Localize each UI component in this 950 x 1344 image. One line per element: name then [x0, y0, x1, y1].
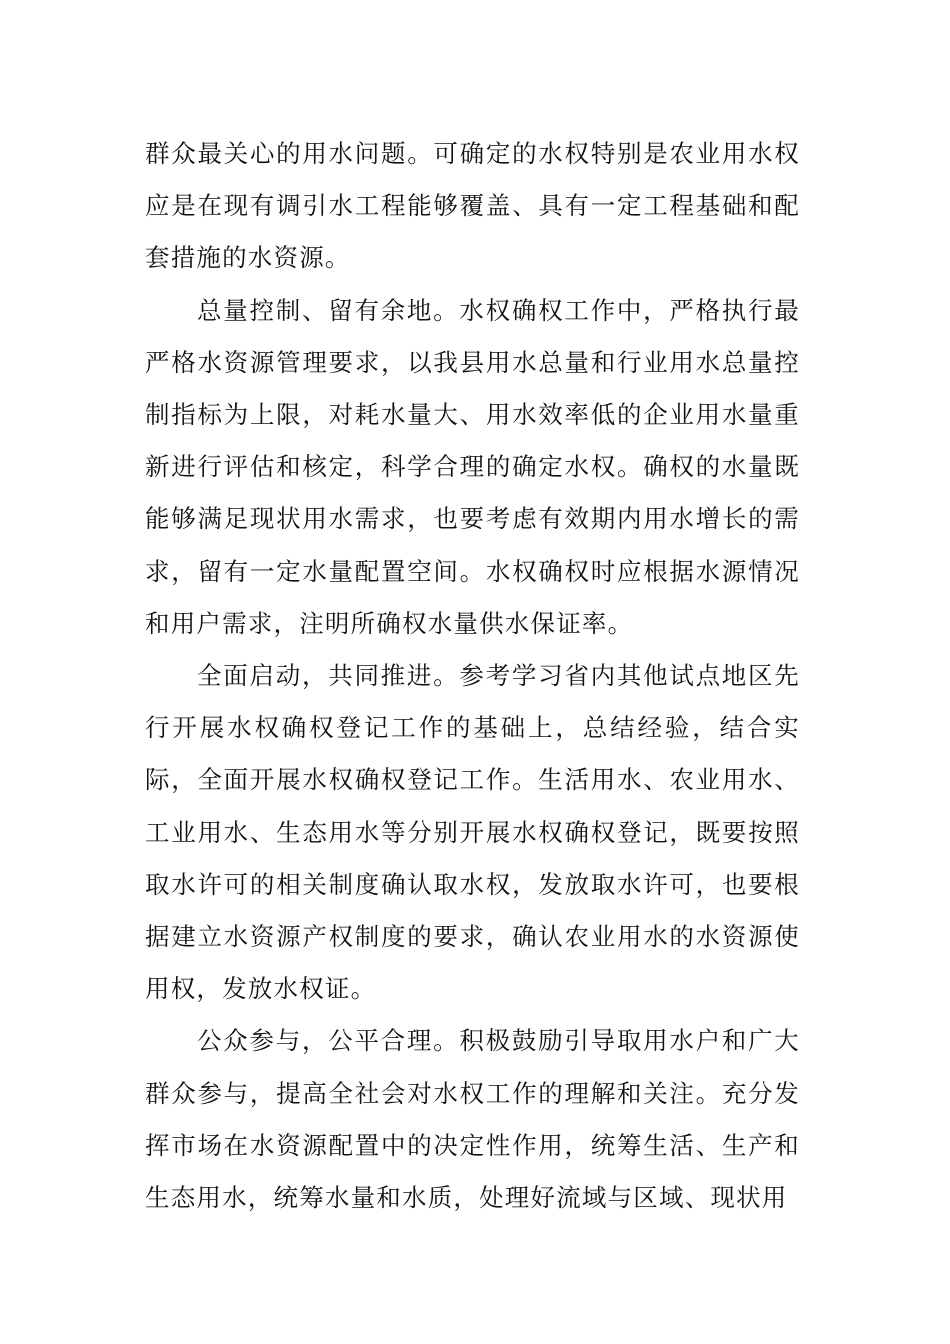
body-text [145, 128, 800, 1224]
paragraph-public-participation: 公众参与，公平合理。积极鼓励引导取用水户和广大群众参与，提高全社会对水权工作的理解和关注。充分发挥市场在水资源配置中的决定性作用，统筹生活、生产和生态用水，统筹水量和水质，处理好流域与区域、现状用 [145, 1026, 800, 1213]
paragraph-full-launch: 全面启动，共同推进。参考学习省内其他试点地区先行开展水权确权登记工作的基础上，总结经验，结合实际，全面开展水权确权登记工作。生活用水、农业用水、工业用水、生态用水等分别开展水权确权登记，既要按照取水许可的相关制度确认取水权，发放取水许可，也要根据建立水资源产权制度的要求，确认农业用水的水资源使用权，发放水权证。 [145, 661, 800, 1004]
paragraph-total-control: 总量控制、留有余地。水权确权工作中，严格执行最严格水资源管理要求，以我县用水总量和行业用水总量控制指标为上限，对耗水量大、用水效率低的企业用水量重新进行评估和核定，科学合理的确定水权。确权的水量既能够满足现状用水需求，也要考虑有效期内用水增长的需求，留有一定水量配置空间。水权确权时应根据水源情况和用户需求，注明所确权水量供水保证率。 [145, 295, 800, 638]
paragraph-continuation: 群众最关心的用水问题。可确定的水权特别是农业用水权应是在现有调引水工程能够覆盖、具有一定工程基础和配套措施的水资源。 [145, 139, 800, 273]
